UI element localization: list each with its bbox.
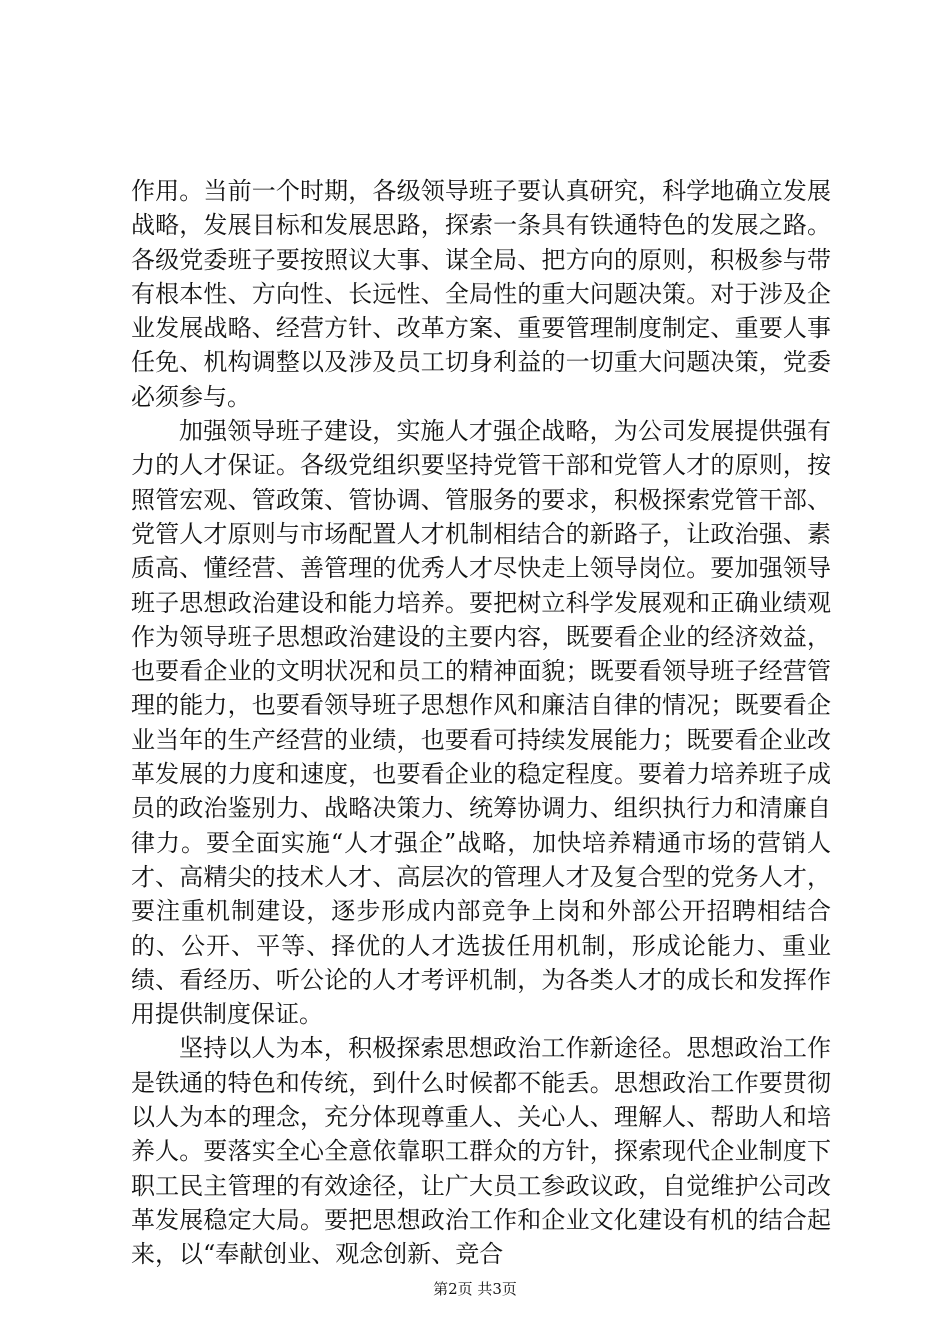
- page-number-label: 第2页 共3页: [433, 1280, 517, 1298]
- paragraph-1: 作用。当前一个时期，各级领导班子要认真研究，科学地确立发展战略，发展目标和发展思路，探索一条具有铁通特色的发展之路。各级党委班子要按照议大事、谋全局、把方向的原则，积极参与带有根本性、方向性、长远性、全局性的重大问题决策。对于涉及企业发展战略、经营方针、改革方案、重要管理制度制定、重要人事任免、机构调整以及涉及员工切身利益的一切重大问题决策，党委必须参与。: [131, 177, 831, 411]
- document-body: [131, 174, 831, 1272]
- paragraph-3: 坚持以人为本，积极探索思想政治工作新途径。思想政治工作是铁通的特色和传统，到什么时候都不能丢。思想政治工作要贯彻以人为本的理念，充分体现尊重人、关心人、理解人、帮助人和培养人。要落实全心全意依靠职工群众的方针，探索现代企业制度下职工民主管理的有效途径，让广大员工参政议政，自觉维护公司改革发展稳定大局。要把思想政治工作和企业文化建设有机的结合起来，以“奉献创业、观念创新、竞合: [131, 1034, 831, 1269]
- page-footer: [0, 1278, 950, 1299]
- paragraph-2: 加强领导班子建设，实施人才强企战略，为公司发展提供强有力的人才保证。各级党组织要坚持党管干部和党管人才的原则，按照管宏观、管政策、管协调、管服务的要求，积极探索党管干部、党管人才原则与市场配置人才机制相结合的新路子，让政治强、素质高、懂经营、善管理的优秀人才尽快走上领导岗位。要加强领导班子思想政治建设和能力培养。要把树立科学发展观和正确业绩观作为领导班子思想政治建设的主要内容，既要看企业的经济效益，也要看企业的文明状况和员工的精神面貌；既要看领导班子经营管理的能力，也要看领导班子思想作风和廉洁自律的情况；既要看企业当年的生产经营的业绩，也要看可持续发展能力；既要看企业改革发展的力度和速度，也要看企业的稳定程度。要着力培养班子成员的政治鉴别力、战略决策力、统筹协调力、组织执行力和清廉自律力。要全面实施“人才强企”战略，加快培养精通市场的营销人才、高精尖的技术人才、高层次的管理人才及复合型的党务人才，要注重机制建设，逐步形成内部竞争上岗和外部公开招聘相结合的、公开、平等、择优的人才选拔任用机制，形成论能力、重业绩、看经历、听公论的人才考评机制，为各类人才的成长和发挥作用提供制度保证。: [131, 417, 831, 1029]
